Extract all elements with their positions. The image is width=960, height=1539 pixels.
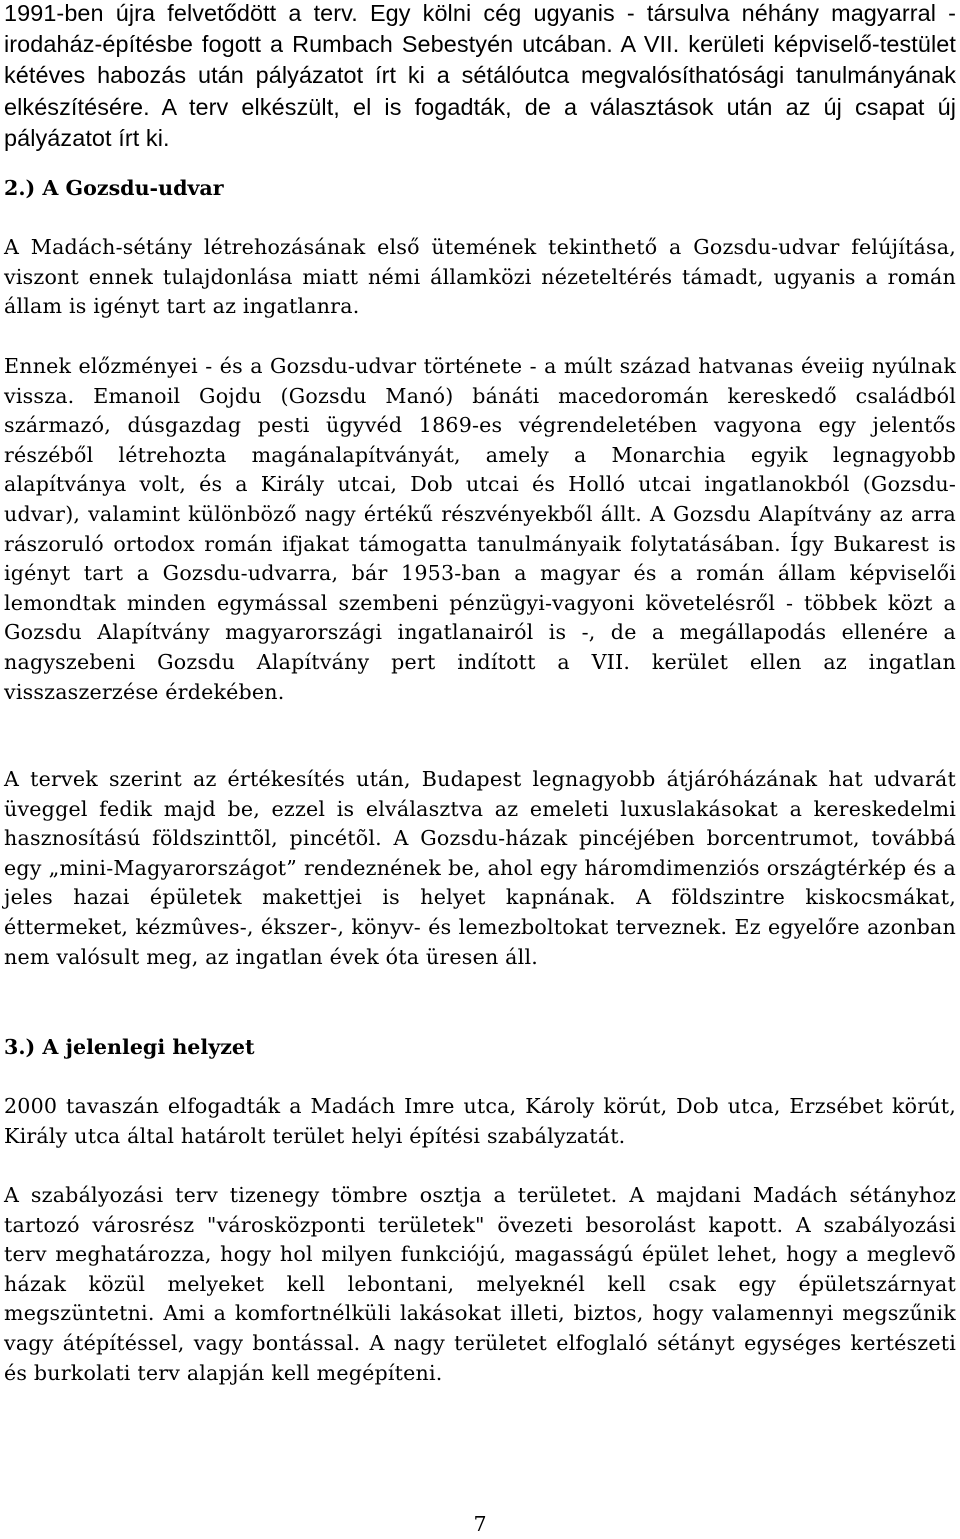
section-2-paragraph-2: Ennek előzményei - és a Gozsdu-udvar története - a múlt század hatvanas éveiig nyúlnak vissza. Emanoil Gojdu (Gozsdu Manó) bánáti macedoromán kereskedő családból származó, dúsgazdag pesti ügyvéd 1869-es végrendeletében vagyona egy jelentős részéből létrehozta magánalapítványát, amely a Monarchia egyik legnagyobb alapítványa volt, és a Király utcai, Dob utcai és Holló utcai ingatlanokból (Gozsdu-udvar), valamint különböző nagy értékű részvényekből állt. A Gozsdu Alapítvány az arra rászoruló ortodox román ifjakat támogatta tanulmányaik folytatásában. Így Bukarest is igényt tart a Gozsdu-udvarra, bár 1953-ban a magyar és a román állam képviselői lemondtak minden egymással szembeni pénzügyi-vagyoni követelésről - többek közt a Gozsdu Alapítvány magyarországi ingatlanairól is -, de a megállapodás ellenére a nagyszebeni Gozsdu Alapítvány pert indított a VII. kerület ellen az ingatlan visszaszerzése érdekében. — [4, 354, 956, 704]
page-number: 7 — [473, 1512, 487, 1536]
section-3-heading: 3.) A jelenlegi helyzet — [4, 1035, 255, 1059]
section-2-paragraph-3: A tervek szerint az értékesítés után, Budapest legnagyobb átjáróházának hat udvarát üveggel fedik majd be, ezzel is elválasztva az emeleti luxuslakásokat a kereskedelmi hasznosítású földszinttõl, pincétõl. A Gozsdu-házak pincéjében borcentrumot, továbbá egy „mini-Magyarországot” rendeznének be, ahol egy háromdimenziós országtérkép és a jeles hazai épületek makettjei is helyet kapnának. A földszintre kiskocsmákat, éttermeket, kézmûves-, ékszer-, könyv- és lemezboltokat terveznek. Ez egyelőre azonban nem valósult meg, az ingatlan évek óta üresen áll. — [4, 767, 956, 969]
section-3-paragraph-1: 2000 tavaszán elfogadták a Madách Imre utca, Károly körút, Dob utca, Erzsébet körút, Király utca által határolt terület helyi építési szabályzatát. — [4, 1094, 956, 1148]
section-2-heading: 2.) A Gozsdu-udvar — [4, 176, 224, 200]
section-2-paragraph-1: A Madách-sétány létrehozásának első ütemének tekinthető a Gozsdu-udvar felújítása, viszont ennek tulajdonlása miatt némi államközi nézeteltérés támadt, ugyanis a román állam is igényt tart az ingatlanra. — [4, 235, 956, 319]
section-3-paragraph-2: A szabályozási terv tizenegy tömbre osztja a területet. A majdani Madách sétányhoz tartozó városrész "városközponti területek" övezeti besorolást kapott. A szabályozási terv meghatározza, hogy hol milyen funkciójú, magasságú épület lehet, hogy a meglevõ házak közül melyeket kell lebontani, melyeknél kell csak egy épületszárnyat megszüntetni. Ami a komfortnélküli lakásokat illeti, biztos, hogy valamennyi megszűnik vagy átépítéssel, vagy bontással. A nagy területet elfoglaló sétányt egységes kertészeti és burkolati terv alapján kell megépíteni. — [4, 1183, 956, 1385]
intro-paragraph: 1991-ben újra felvetődött a terv. Egy kölni cég ugyanis - társulva néhány magyarral - irodaház-építésbe fogott a Rumbach Sebestyén utcában. A VII. kerületi képviselő-testület kétéves habozás után pályázatot írt ki a sétálóutca megvalósíthatósági tanulmányának elkészítésére. A terv elkészült, el is fogadták, de a választások után az új csapat új pályázatot írt ki. — [4, 0, 956, 151]
